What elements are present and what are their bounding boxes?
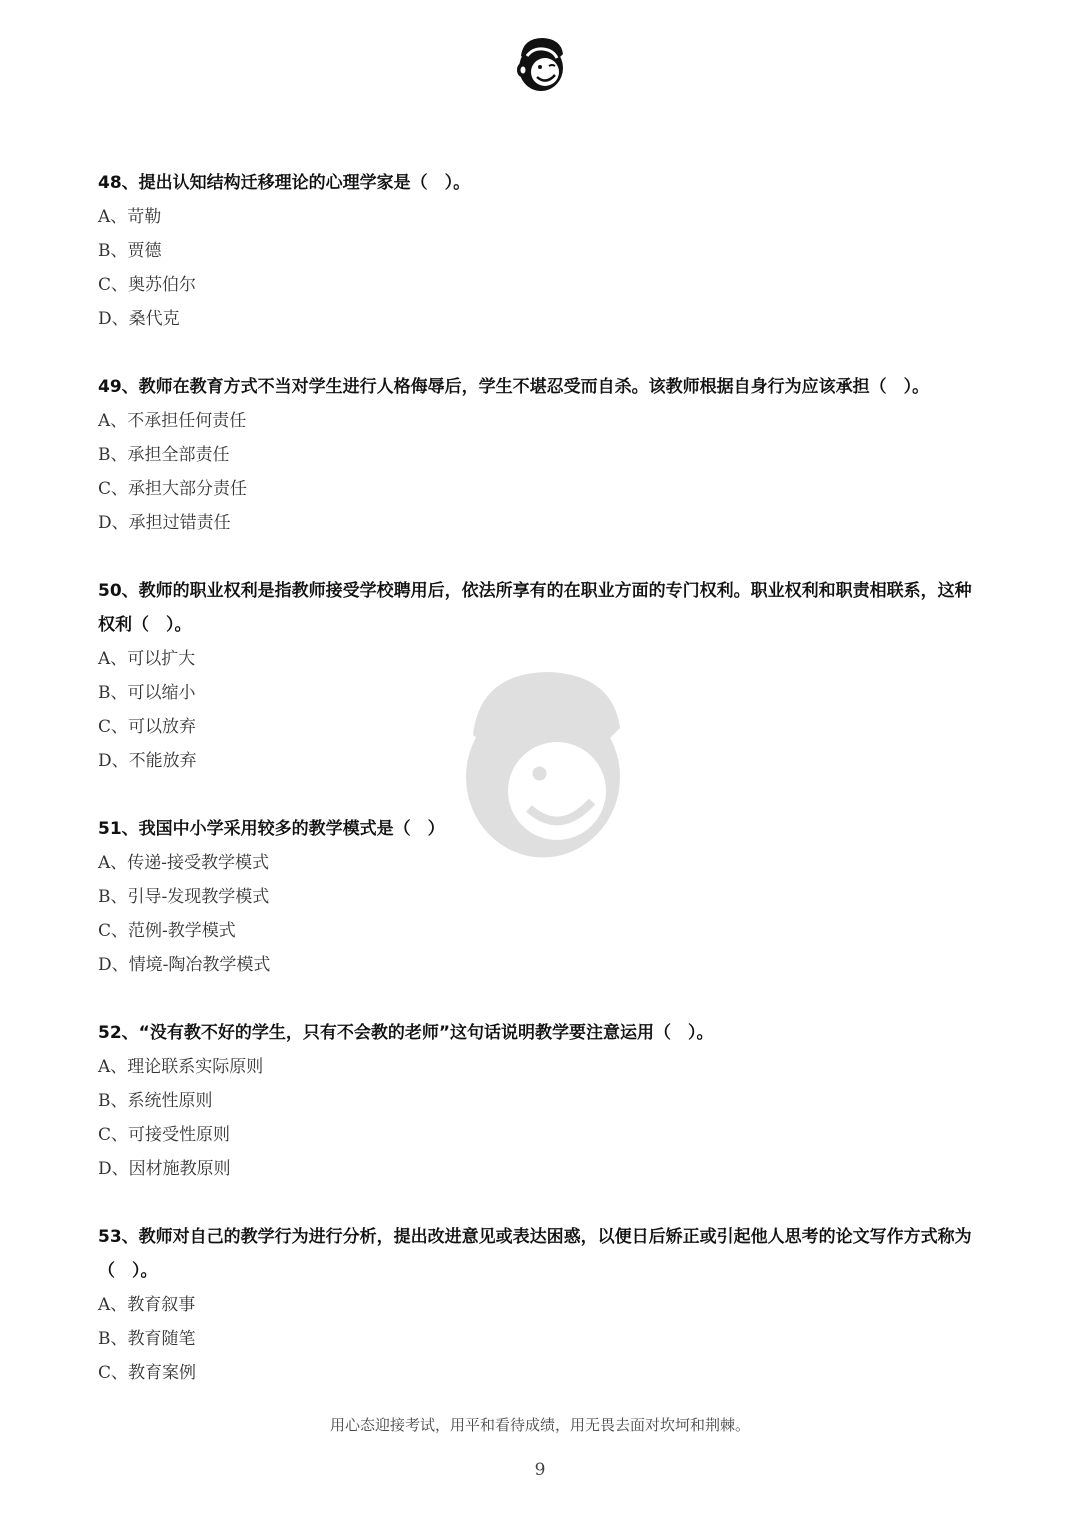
option-b: B、可以缩小 [98,683,196,703]
option-b: B、引导-发现教学模式 [98,887,270,907]
option-a: A、理论联系实际原则 [98,1057,264,1077]
option-d: D、不能放弃 [98,751,197,771]
option-d: D、因材施教原则 [98,1159,231,1179]
option-b: B、贾德 [98,241,162,261]
footer-motto: 用心态迎接考试，用平和看待成绩，用无畏去面对坎坷和荆棘。 [329,1416,750,1434]
option-b: B、系统性原则 [98,1091,213,1111]
option-c: C、承担大部分责任 [98,479,248,499]
monkey-logo-icon [513,34,569,94]
option-a: A、传递-接受教学模式 [98,853,270,873]
option-d: D、情境-陶冶教学模式 [98,955,271,975]
option-c: C、范例-教学模式 [98,921,236,941]
page-number: 9 [534,1460,546,1480]
question-53 [98,1220,988,1390]
question-48 [98,166,988,336]
option-a: A、教育叙事 [98,1295,196,1315]
question-50 [98,574,988,778]
question-stem: 52、“没有教不好的学生，只有不会教的老师”这句话说明教学要注意运用（ ）。 [98,1023,714,1043]
question-stem: 49、教师在教育方式不当对学生进行人格侮辱后，学生不堪忍受而自杀。该教师根据自身行为应该承担（ ）。 [98,377,930,397]
option-c: C、可以放弃 [98,717,197,737]
option-d: D、承担过错责任 [98,513,231,533]
question-52 [98,1016,988,1186]
option-b: B、承担全部责任 [98,445,230,465]
question-51 [98,812,988,982]
question-stem: 53、教师对自己的教学行为进行分析，提出改进意见或表达困惑，以便日后矫正或引起他人思考的论文写作方式称为（ ）。 [98,1227,972,1281]
question-stem: 48、提出认知结构迁移理论的心理学家是（ ）。 [98,173,471,193]
option-d: D、桑代克 [98,309,180,329]
option-c: C、教育案例 [98,1363,197,1383]
option-a: A、苛勒 [98,207,162,227]
option-c: C、可接受性原则 [98,1125,231,1145]
question-stem: 51、我国中小学采用较多的教学模式是（ ） [98,819,445,839]
question-49 [98,370,988,540]
option-a: A、不承担任何责任 [98,411,247,431]
option-b: B、教育随笔 [98,1329,196,1349]
option-a: A、可以扩大 [98,649,196,669]
question-stem: 50、教师的职业权利是指教师接受学校聘用后，依法所享有的在职业方面的专门权利。职业权利和职责相联系，这种权利（ ）。 [98,581,972,635]
option-c: C、奥苏伯尔 [98,275,197,295]
